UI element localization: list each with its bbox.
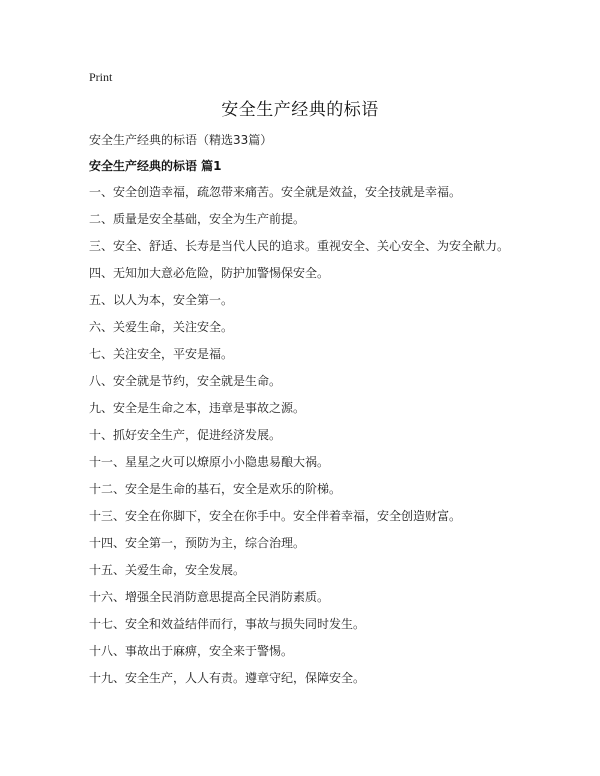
document-title: 安全生产经典的标语	[221, 100, 379, 120]
slogan-item: 十五、关爱生命，安全发展。	[89, 563, 246, 577]
slogan-item: 十一、星星之火可以燎原小小隐患易酿大祸。	[89, 455, 330, 469]
slogan-item: 十九、安全生产，人人有责。遵章守纪，保障安全。	[89, 671, 366, 685]
slogan-item: 十七、安全和效益结伴而行，事故与损失同时发生。	[89, 617, 366, 631]
slogan-item: 九、安全是生命之本，违章是事故之源。	[89, 401, 306, 415]
slogan-item: 四、无知加大意必危险，防护加警惕保安全。	[89, 266, 330, 280]
slogan-item: 八、安全就是节约，安全就是生命。	[89, 374, 282, 388]
slogan-item: 十八、事故出于麻痹，安全来于警惕。	[89, 644, 294, 658]
slogan-item: 六、关爱生命，关注安全。	[89, 320, 234, 334]
slogan-item: 二、质量是安全基础，安全为生产前提。	[89, 212, 306, 226]
slogan-item: 五、以人为本，安全第一。	[89, 293, 234, 307]
slogan-item: 十三、安全在你脚下，安全在你手中。安全伴着幸福，安全创造财富。	[89, 509, 462, 523]
document-subtitle: 安全生产经典的标语（精选33篇）	[89, 133, 273, 147]
slogan-item: 一、安全创造幸福，疏忽带来痛苦。安全就是效益，安全技就是幸福。	[89, 185, 462, 199]
slogan-item: 十六、增强全民消防意思提高全民消防素质。	[89, 590, 330, 604]
print-link[interactable]: Print	[89, 70, 113, 84]
slogan-item: 十二、安全是生命的基石，安全是欢乐的阶梯。	[89, 482, 342, 496]
slogan-item: 十、抓好安全生产，促进经济发展。	[89, 428, 282, 442]
section-heading: 安全生产经典的标语 篇1	[89, 159, 222, 173]
slogan-item: 七、关注安全，平安是福。	[89, 347, 234, 361]
slogan-item: 三、安全、舒适、长寿是当代人民的追求。重视安全、关心安全、为安全献力。	[89, 239, 510, 253]
slogan-item: 十四、安全第一，预防为主，综合治理。	[89, 536, 306, 550]
slogan-list	[89, 183, 509, 696]
